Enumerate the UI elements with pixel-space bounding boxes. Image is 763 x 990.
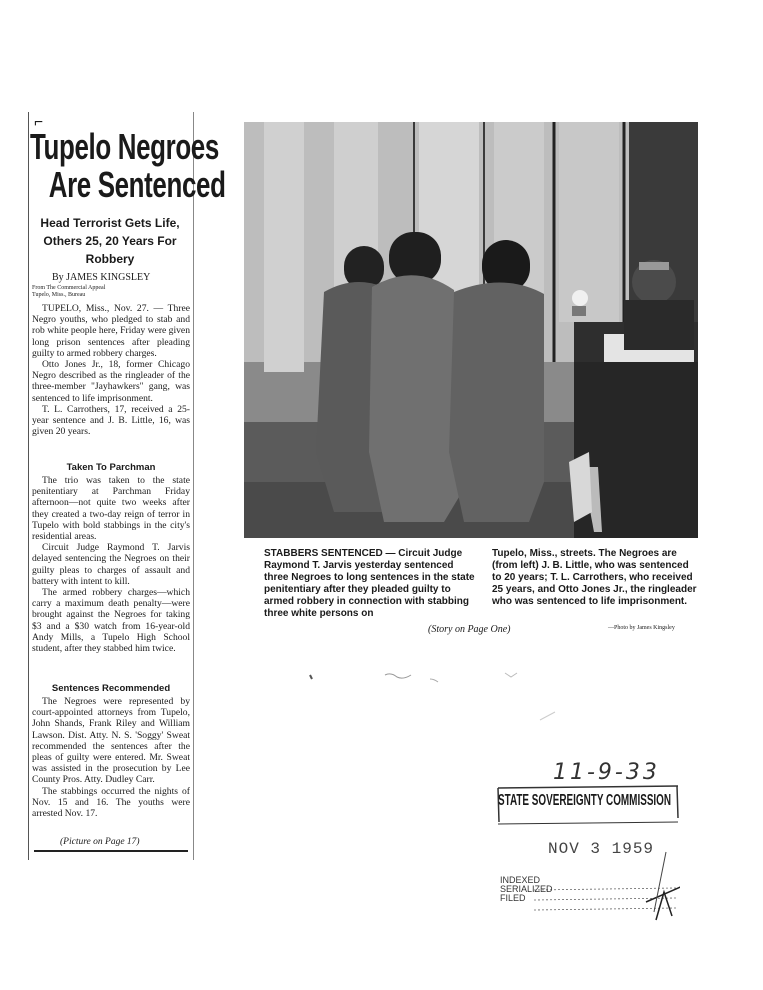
paragraph: Circuit Judge Raymond T. Jarvis delayed sentencing the Negroes on their guilty pleas to charges of assault and battery with intent to kill. <box>32 542 190 587</box>
photo-caption-right: Tupelo, Miss., streets. The Negroes are (from left) J. B. Little, who was sentenced to 20 years; T. L. Carrothers, who received 25 years, and Otto Jones Jr., the ringleader who was sentenced to life imprisonment. <box>492 548 697 607</box>
paragraph: TUPELO, Miss., Nov. 27. — Three Negro youths, who pledged to stab and rob white people here, Friday were given long prison sentences after pleading guilty to armed robbery charges. <box>32 303 190 359</box>
headline-line-1: Tupelo Negroes <box>30 126 219 167</box>
continued-note: (Picture on Page 17) <box>60 837 140 847</box>
byline: By JAMES KINGSLEY <box>52 272 151 283</box>
article-subhead: Head Terrorist Gets Life, Others 25, 20 Years For Robbery <box>40 216 180 266</box>
article-body-bottom <box>32 696 190 819</box>
stamp-indexed: INDEXED <box>500 875 541 885</box>
pen-mark: ⌐ <box>34 114 44 131</box>
paragraph: The trio was taken to the state penitentiary at Parchman Friday afternoon—not quite two weeks after they created a two-day reign of terror in Tupelo with bold stabbings in the city's residential areas. <box>32 475 190 543</box>
faint-marks <box>300 665 560 725</box>
section-title-recommended: Sentences Recommended <box>51 683 171 694</box>
paragraph: Otto Jones Jr., 18, former Chicago Negro described as the ringleader of the three-member "Jayhawkers" gang, was sentenced to life imprisonment. <box>32 359 190 404</box>
paragraph: T. L. Carrothers, 17, received a 25-year sentence and J. B. Little, 16, was given 20 years. <box>32 403 190 438</box>
paragraph: The stabbings occurred the nights of Nov. 15 and 16. The youths were arrested Nov. 17. <box>32 785 190 820</box>
section-title-parchman: Taken To Parchman <box>66 462 156 473</box>
stamp-title: STATE SOVEREIGNTY COMMISSION <box>498 792 672 809</box>
photo-credit: —Photo by James Kingsley <box>608 625 675 631</box>
story-reference: (Story on Page One) <box>428 624 511 635</box>
bottom-rule <box>34 850 188 852</box>
courtroom-photo-illustration <box>244 122 698 538</box>
stamp-status-lines <box>500 876 553 903</box>
article-body-top <box>32 303 190 437</box>
article-headline <box>30 126 226 205</box>
stamp-serialized: SERIALIZED <box>500 884 553 894</box>
handwritten-file-number: 11-9-33 <box>553 760 660 785</box>
stamp-filed: FILED <box>500 893 526 903</box>
source-line <box>32 285 105 299</box>
stamp-date: NOV 3 1959 <box>548 840 655 858</box>
source-line-1: From The Commercial Appeal <box>32 285 106 291</box>
article-body-middle <box>32 475 190 654</box>
paragraph: The armed robbery charges—which carry a maximum death penalty—were brought against the Negroes for taking $3 and a $30 watch from 16-year-old Andy Mills, a Tupelo High School student, after they stabbed him twice. <box>32 587 190 655</box>
photo-caption-left: STABBERS SENTENCED — Circuit Judge Raymond T. Jarvis yesterday sentenced three Negroes to long sentences in the state penitentiary after they pleaded guilty to armed robbery in connection with stabbing three white persons on <box>264 548 475 619</box>
source-line-2: Tupelo, Miss., Bureau <box>32 292 86 298</box>
headline-line-2: Are Sentenced <box>48 164 226 205</box>
courtroom-photo <box>244 122 698 538</box>
paragraph: The Negroes were represented by court-appointed attorneys from Tupelo, John Shands, Frank Riley and William Lawson. Dist. Atty. N. S. 'Soggy' Sweat recommended the sentences after the pleas of guilty were entered. Mr. Sweat was assisted in the prosecution by Lee County Pros. Atty. Dudley Carr. <box>32 696 190 786</box>
